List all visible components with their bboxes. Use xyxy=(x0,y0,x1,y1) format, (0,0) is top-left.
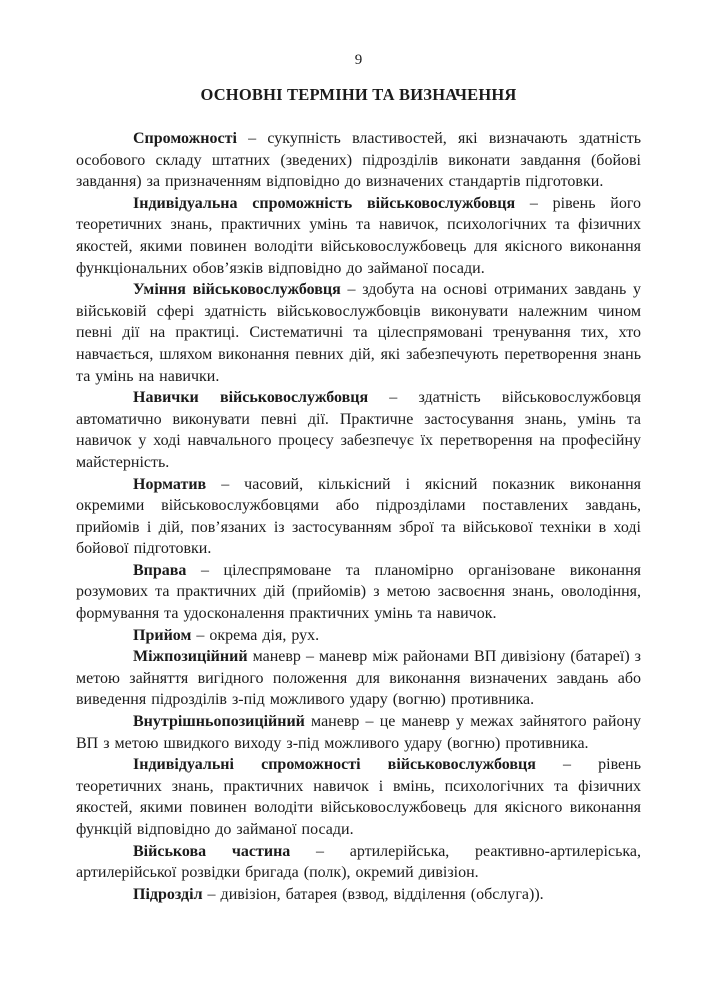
definition-text: – цілеспрямоване та планомірно організоване виконання розумових та практичних дій (прийомів) з метою засвоєння знань, оволодіння, формування та удосконалення практичних умінь та навичок. xyxy=(76,561,641,623)
definition-text: – сукупність властивостей, які визначають здатність особового складу штатних (зведених) підрозділів виконати завдання (бойові завдання) за призначенням відповідно до визначених стандартів підготовки. xyxy=(76,130,641,191)
definition-text: – рівень його теоретичних знань, практичних умінь та навичок, психологічних та фізичних якостей, якими повинен володіти військовослужбовець для якісного виконання функціональних обов’язків відповідно до займаної посади. xyxy=(76,194,642,277)
definition-paragraph xyxy=(76,754,641,840)
term: Міжпозиційний xyxy=(133,648,248,666)
term: Індивідуальні спроможності військовослужбовця xyxy=(133,756,536,774)
term: Спроможності xyxy=(133,130,237,147)
definition-text: маневр – це маневр у межах зайнятого району ВП з метою швидкого виходу з-під можливого удару (вогню) противника. xyxy=(76,713,641,752)
definition-text: – дивізіон, батарея (взвод, відділення (обслуга)). xyxy=(202,885,544,903)
term: Індивідуальна спроможність військовослужбовця xyxy=(133,194,516,212)
document-body xyxy=(76,128,641,905)
definition-paragraph xyxy=(76,279,641,387)
term: Підрозділ xyxy=(133,885,203,903)
definition-paragraph xyxy=(76,560,641,625)
definition-paragraph xyxy=(76,387,641,473)
definition-paragraph xyxy=(76,884,641,906)
definition-text: – часовий, кількісний і якісний показник виконання окремими військовослужбовцями або підрозділами поставлених завдань, прийомів і дій, пов’язаних із застосуванням зброї та військової техніки в ході бойової підготовки. xyxy=(76,475,641,558)
definition-paragraph xyxy=(76,625,641,647)
definition-paragraph xyxy=(76,646,641,711)
definition-paragraph xyxy=(76,193,641,279)
definition-paragraph xyxy=(76,841,641,884)
term: Уміння військовослужбовця xyxy=(133,281,341,299)
term: Вправа xyxy=(133,561,187,579)
term: Внутрішньопозиційний xyxy=(133,713,305,731)
page-title: ОСНОВНІ ТЕРМІНИ ТА ВИЗНАЧЕННЯ xyxy=(200,85,517,104)
term: Норматив xyxy=(133,475,207,493)
definition-text: – окрема дія, рух. xyxy=(191,626,320,644)
definition-paragraph xyxy=(76,474,641,560)
definition-text: маневр – маневр між районами ВП дивізіону (батареї) з метою зайняття вигідного положення для виконання визначених завдань або виведення підрозділів з-під можливого удару (вогню) противника. xyxy=(76,648,641,709)
term: Навички військовослужбовця xyxy=(133,389,369,407)
definition-paragraph xyxy=(76,128,641,193)
definition-paragraph xyxy=(76,711,641,754)
definition-text: – здатність військовослужбовця автоматично виконувати певні дії. Практичне застосування знань, умінь та навичок у ході навчального процесу забезпечує їх перетворення на професійну майстерність. xyxy=(76,389,642,471)
definition-text: – рівень теоретичних знань, практичних навичок і вмінь, психологічних та фізичних якостей, якими повинен володіти військовослужбовець для якісного виконання функцій відповідно до займаної посади. xyxy=(76,756,641,838)
definition-text: – артилерійська, реактивно-артилеріська, артилерійської розвідки бригада (полк), окремий дивізіон. xyxy=(76,842,641,882)
term: Військова частина xyxy=(133,842,291,860)
definition-text: – здобута на основі отриманих завдань у військовій сфері здатність військовослужбовців виконувати належним чином певні дії на практиці. Систематичні та цілеспрямовані тренування тих, хто навчається, шляхом виконання певних дій, які забезпечують перетворення знань та умінь на навички. xyxy=(76,281,641,385)
page-number: 9 xyxy=(354,52,363,68)
term: Прийом xyxy=(133,626,192,644)
